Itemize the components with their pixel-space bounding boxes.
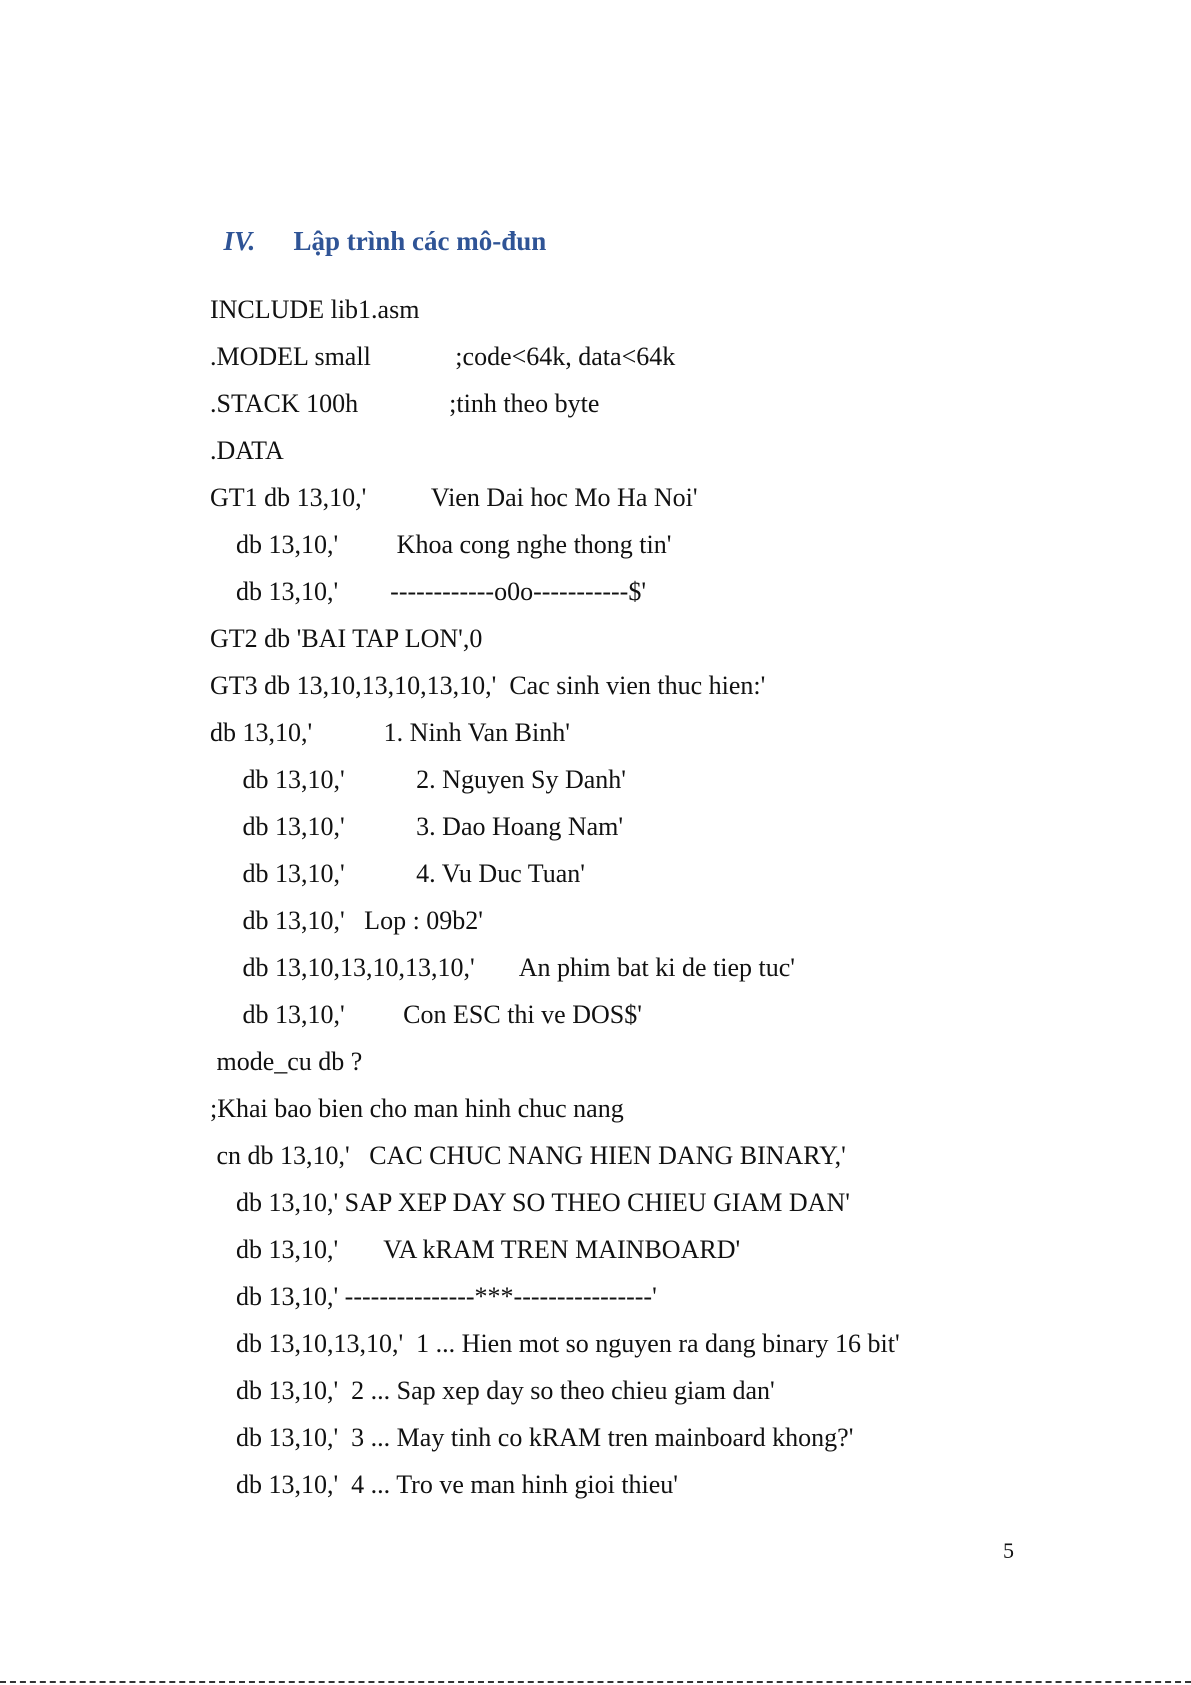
code-line: GT2 db 'BAI TAP LON',0	[210, 624, 483, 653]
code-line: db 13,10,' ------------o0o-----------$'	[210, 577, 647, 606]
section-title: Lập trình các mô-đun	[293, 226, 547, 256]
code-line: .STACK 100h ;tinh theo byte	[210, 389, 600, 418]
section-number: IV.	[223, 226, 256, 256]
code-line: .MODEL small ;code<64k, data<64k	[210, 342, 676, 371]
code-line: db 13,10,13,10,' 1 ... Hien mot so nguyen ra dang binary 16 bit'	[210, 1329, 900, 1358]
code-line: db 13,10,' 2. Nguyen Sy Danh'	[210, 765, 626, 794]
code-line: cn db 13,10,' CAC CHUC NANG HIEN DANG BINARY,'	[210, 1141, 846, 1170]
code-line: db 13,10,' Lop : 09b2'	[210, 906, 483, 935]
code-line: ;Khai bao bien cho man hinh chuc nang	[210, 1094, 624, 1123]
code-line: .DATA	[210, 436, 284, 465]
code-line: db 13,10,' 4. Vu Duc Tuan'	[210, 859, 585, 888]
code-line: db 13,10,' 1. Ninh Van Binh'	[210, 718, 570, 747]
code-line: db 13,10,' Con ESC thi ve DOS$'	[210, 1000, 642, 1029]
section-heading	[210, 195, 546, 257]
code-line: db 13,10,' 3. Dao Hoang Nam'	[210, 812, 624, 841]
page-number: 5	[1003, 1538, 1014, 1563]
code-line: GT1 db 13,10,' Vien Dai hoc Mo Ha Noi'	[210, 483, 698, 512]
code-line: mode_cu db ?	[210, 1047, 363, 1076]
code-line: db 13,10,' 2 ... Sap xep day so theo chieu giam dan'	[210, 1376, 775, 1405]
code-line: db 13,10,' VA kRAM TREN MAINBOARD'	[210, 1235, 741, 1264]
code-line: GT3 db 13,10,13,10,13,10,' Cac sinh vien thuc hien:'	[210, 671, 766, 700]
bottom-divider	[0, 1681, 1191, 1683]
code-line: INCLUDE lib1.asm	[210, 295, 420, 324]
code-line: db 13,10,' ---------------***----------------'	[210, 1282, 657, 1311]
code-line: db 13,10,' 4 ... Tro ve man hinh gioi thieu'	[210, 1470, 678, 1499]
code-line: db 13,10,13,10,13,10,' An phim bat ki de tiep tuc'	[210, 953, 795, 982]
code-line: db 13,10,' Khoa cong nghe thong tin'	[210, 530, 672, 559]
code-line: db 13,10,' SAP XEP DAY SO THEO CHIEU GIAM DAN'	[210, 1188, 850, 1217]
code-line: db 13,10,' 3 ... May tinh co kRAM tren mainboard khong?'	[210, 1423, 854, 1452]
